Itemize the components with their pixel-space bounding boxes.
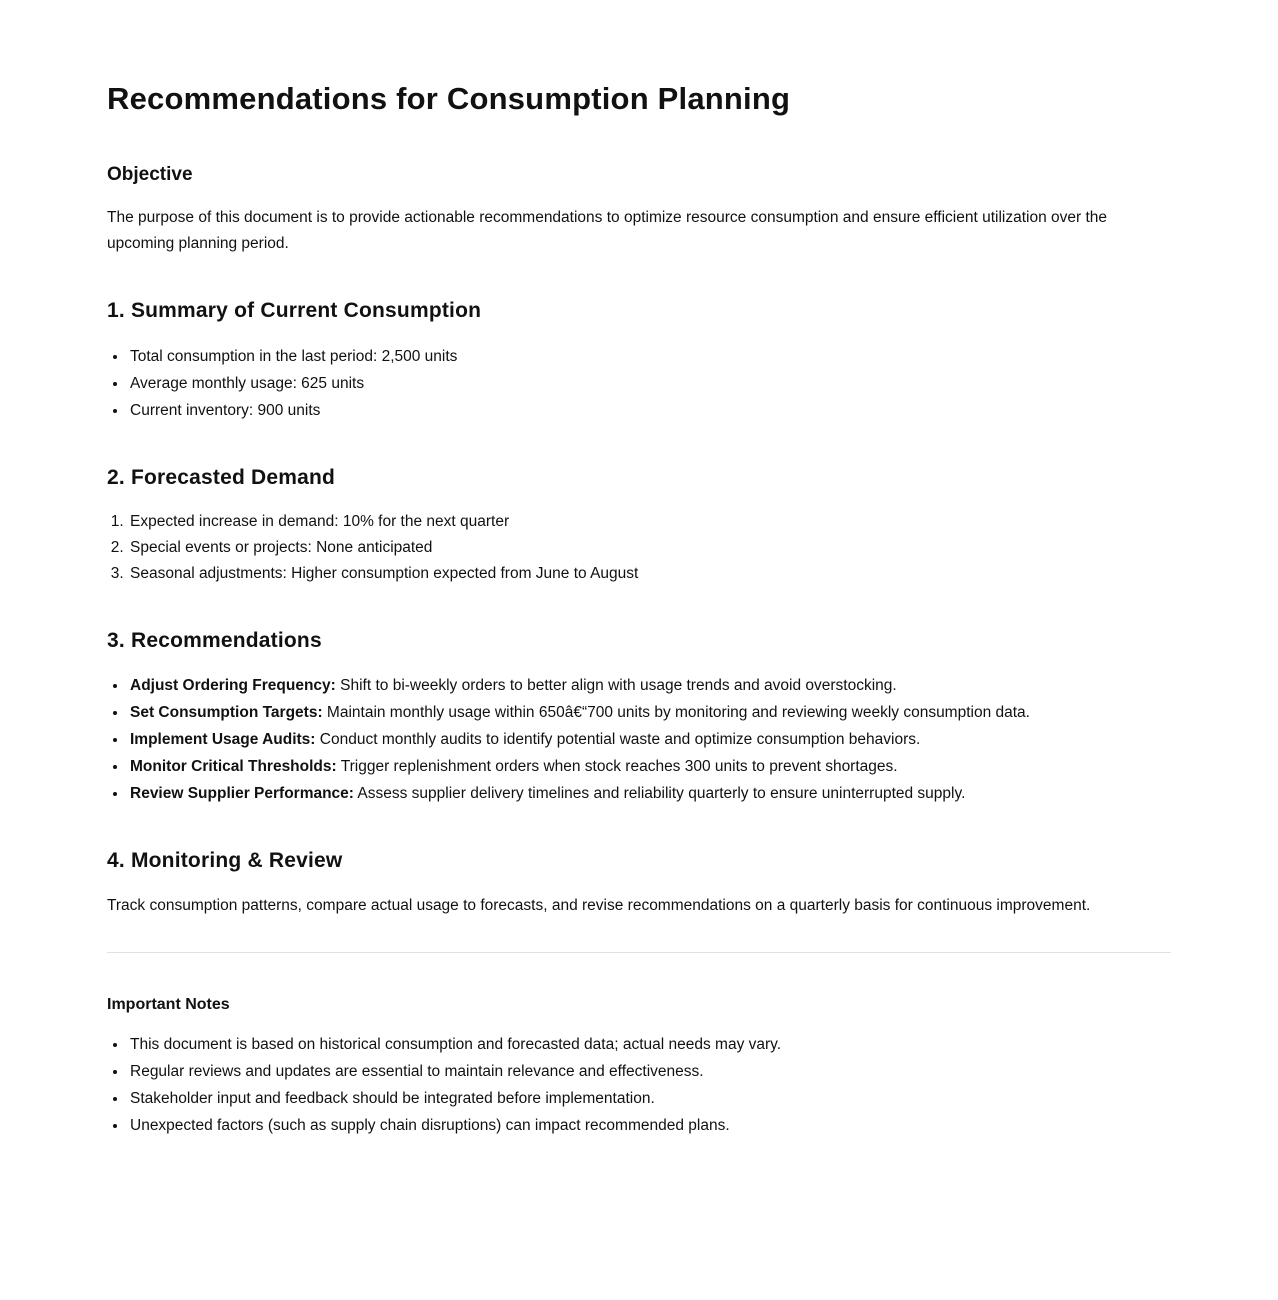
page-title: Recommendations for Consumption Planning	[107, 81, 791, 116]
recommendation-label: Adjust Ordering Frequency:	[130, 677, 336, 695]
objective-paragraph: The purpose of this document is to provide actionable recommendations to optimize resource consumption and ensure efficient utilization over the upcoming planning period.	[107, 209, 1108, 253]
monitoring-heading: 4. Monitoring & Review	[107, 849, 343, 873]
forecast-list	[107, 509, 1171, 587]
recommendation-item	[128, 780, 1171, 807]
recommendations-list	[107, 672, 1171, 807]
forecast-item: 3. Seasonal adjustments: Higher consumption expected from June to August	[128, 561, 1171, 587]
monitoring-paragraph: Track consumption patterns, compare actual usage to forecasts, and revise recommendations on a quarterly basis for continuous improvement.	[107, 896, 1091, 914]
note-item: • This document is based on historical consumption and forecasted data; actual needs may vary.	[128, 1031, 1171, 1058]
recommendation-label: Monitor Critical Thresholds:	[130, 758, 337, 776]
recommendation-text: Conduct monthly audits to identify potential waste and optimize consumption behaviors.	[315, 731, 921, 749]
section-divider	[107, 952, 1171, 953]
recommendation-text: Shift to bi-weekly orders to better align with usage trends and avoid overstocking.	[335, 677, 897, 695]
recommendation-text: Assess supplier delivery timelines and reliability quarterly to ensure uninterrupted supply.	[353, 785, 966, 803]
note-item: • Stakeholder input and feedback should be integrated before implementation.	[128, 1085, 1171, 1112]
note-item: • Regular reviews and updates are essential to maintain relevance and effectiveness.	[128, 1058, 1171, 1085]
objective-heading: Objective	[107, 163, 193, 185]
recommendation-label: Implement Usage Audits:	[130, 731, 316, 749]
note-item: • Unexpected factors (such as supply chain disruptions) can impact recommended plans.	[128, 1112, 1171, 1139]
recommendations-heading: 3. Recommendations	[107, 629, 322, 653]
forecast-item: 2. Special events or projects: None anticipated	[128, 535, 1171, 561]
recommendation-text: Maintain monthly usage within 650â€“700 units by monitoring and reviewing weekly consumption data.	[322, 704, 1030, 722]
summary-item: • Current inventory: 900 units	[128, 397, 1171, 424]
summary-item: • Average monthly usage: 625 units	[128, 370, 1171, 397]
notes-list	[107, 1031, 1171, 1139]
notes-heading: Important Notes	[107, 995, 230, 1013]
recommendation-text: Trigger replenishment orders when stock reaches 300 units to prevent shortages.	[336, 758, 898, 776]
summary-item: • Total consumption in the last period: 2,500 units	[128, 343, 1171, 370]
forecast-item: 1. Expected increase in demand: 10% for the next quarter	[128, 509, 1171, 535]
recommendation-item	[128, 699, 1171, 726]
recommendation-label: Set Consumption Targets:	[130, 704, 323, 722]
summary-list	[107, 343, 1171, 424]
summary-heading: 1. Summary of Current Consumption	[107, 299, 482, 323]
recommendation-label: Review Supplier Performance:	[130, 785, 354, 803]
forecast-heading: 2. Forecasted Demand	[107, 465, 336, 489]
recommendation-item	[128, 753, 1171, 780]
recommendation-item	[128, 726, 1171, 753]
recommendation-item	[128, 672, 1171, 699]
